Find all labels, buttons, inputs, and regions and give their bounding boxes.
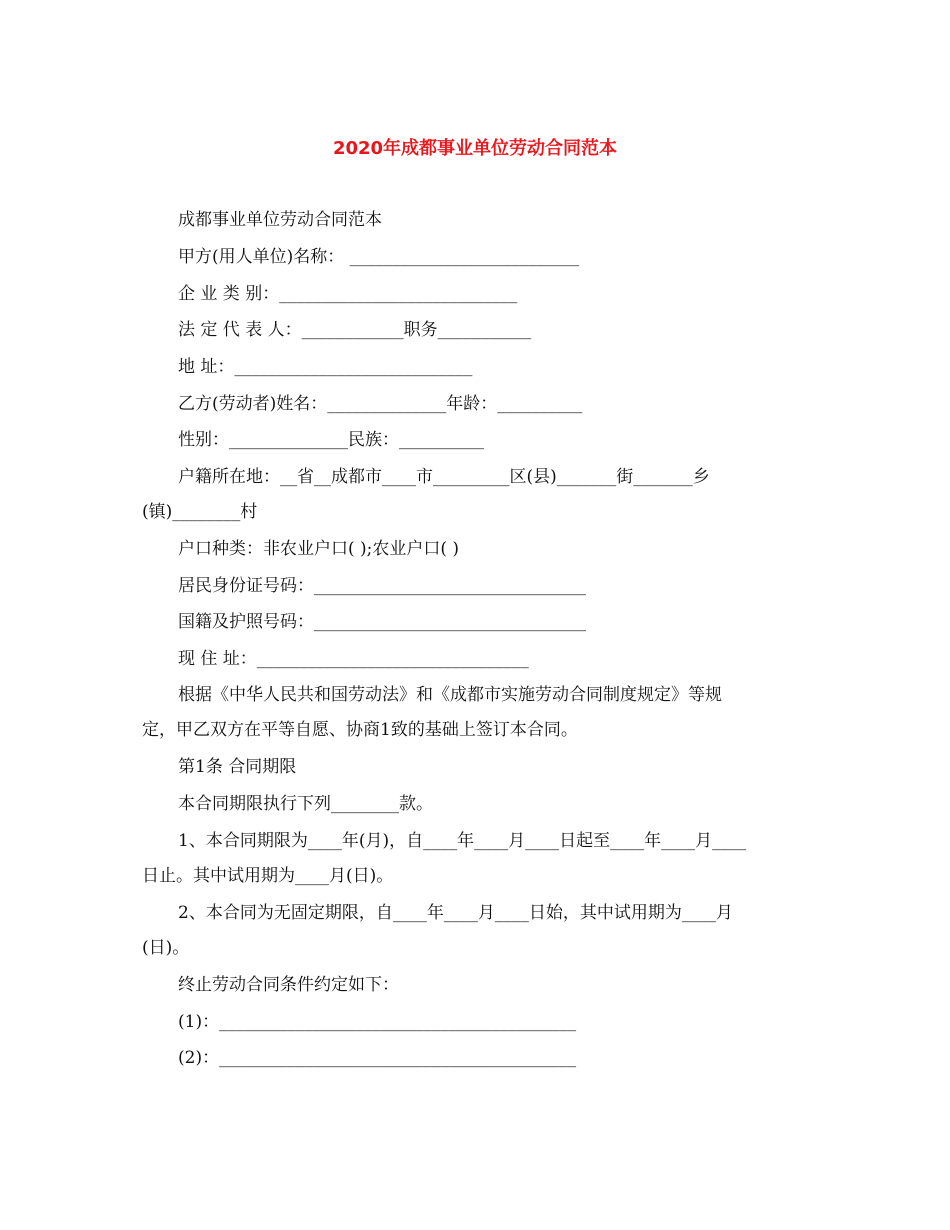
doc-line-employee-name: 乙方(劳动者)姓名：______________年龄：__________ [178,394,583,414]
document-title: 2020年成都事业单位劳动合同范本 [332,138,618,159]
doc-line-condition-1: (1)：__________________________________________ [178,1012,577,1032]
doc-line-household-type: 户口种类：非农业户口( );农业户口( ) [178,539,460,559]
doc-paragraph-basis: 根据《中华人民共和国劳动法》和《成都市实施劳动合同制度规定》等规 [178,685,722,705]
doc-line-enterprise-type: 企 业 类 别：____________________________ [178,284,518,304]
doc-line-subtitle: 成都事业单位劳动合同范本 [178,210,382,230]
doc-line-employer-name: 甲方(用人单位)名称： ___________________________ [178,247,580,267]
doc-line-term-open: 2、本合同为无固定期限，自____年____月____日始，其中试用期为____月 [178,903,733,923]
doc-line-termination-conditions: 终止劳动合同条件约定如下： [178,975,399,995]
doc-line-household: 户籍所在地：__省__成都市____市_________区(县)_______街_______乡 [178,467,710,487]
doc-line-gender: 性别：______________民族：__________ [178,430,484,450]
doc-line-current-address: 现 住 址：________________________________ [178,649,529,669]
doc-paragraph-basis-cont: 定，甲乙双方在平等自愿、协商1致的基础上签订本合同。 [142,720,578,740]
doc-line-legal-representative: 法 定 代 表 人：____________职务___________ [178,320,532,340]
doc-line-condition-2: (2)：__________________________________________ [178,1048,577,1068]
doc-line-term-open-cont: (日)。 [142,938,190,958]
doc-line-id-number: 居民身份证号码：________________________________ [178,576,586,596]
doc-line-passport: 国籍及护照号码：________________________________ [178,612,586,632]
doc-line-term-clause: 本合同期限执行下列________款。 [178,794,433,814]
doc-line-address: 地 址：____________________________ [178,357,473,377]
doc-line-term-fixed-cont: 日止。其中试用期为____月(日)。 [142,866,394,886]
doc-article-1-heading: 第1条 合同期限 [178,757,297,777]
doc-line-household-cont: (镇)________村 [142,502,258,522]
doc-line-term-fixed: 1、本合同期限为____年(月)，自____年____月____日起至____年____月____ [178,831,747,851]
